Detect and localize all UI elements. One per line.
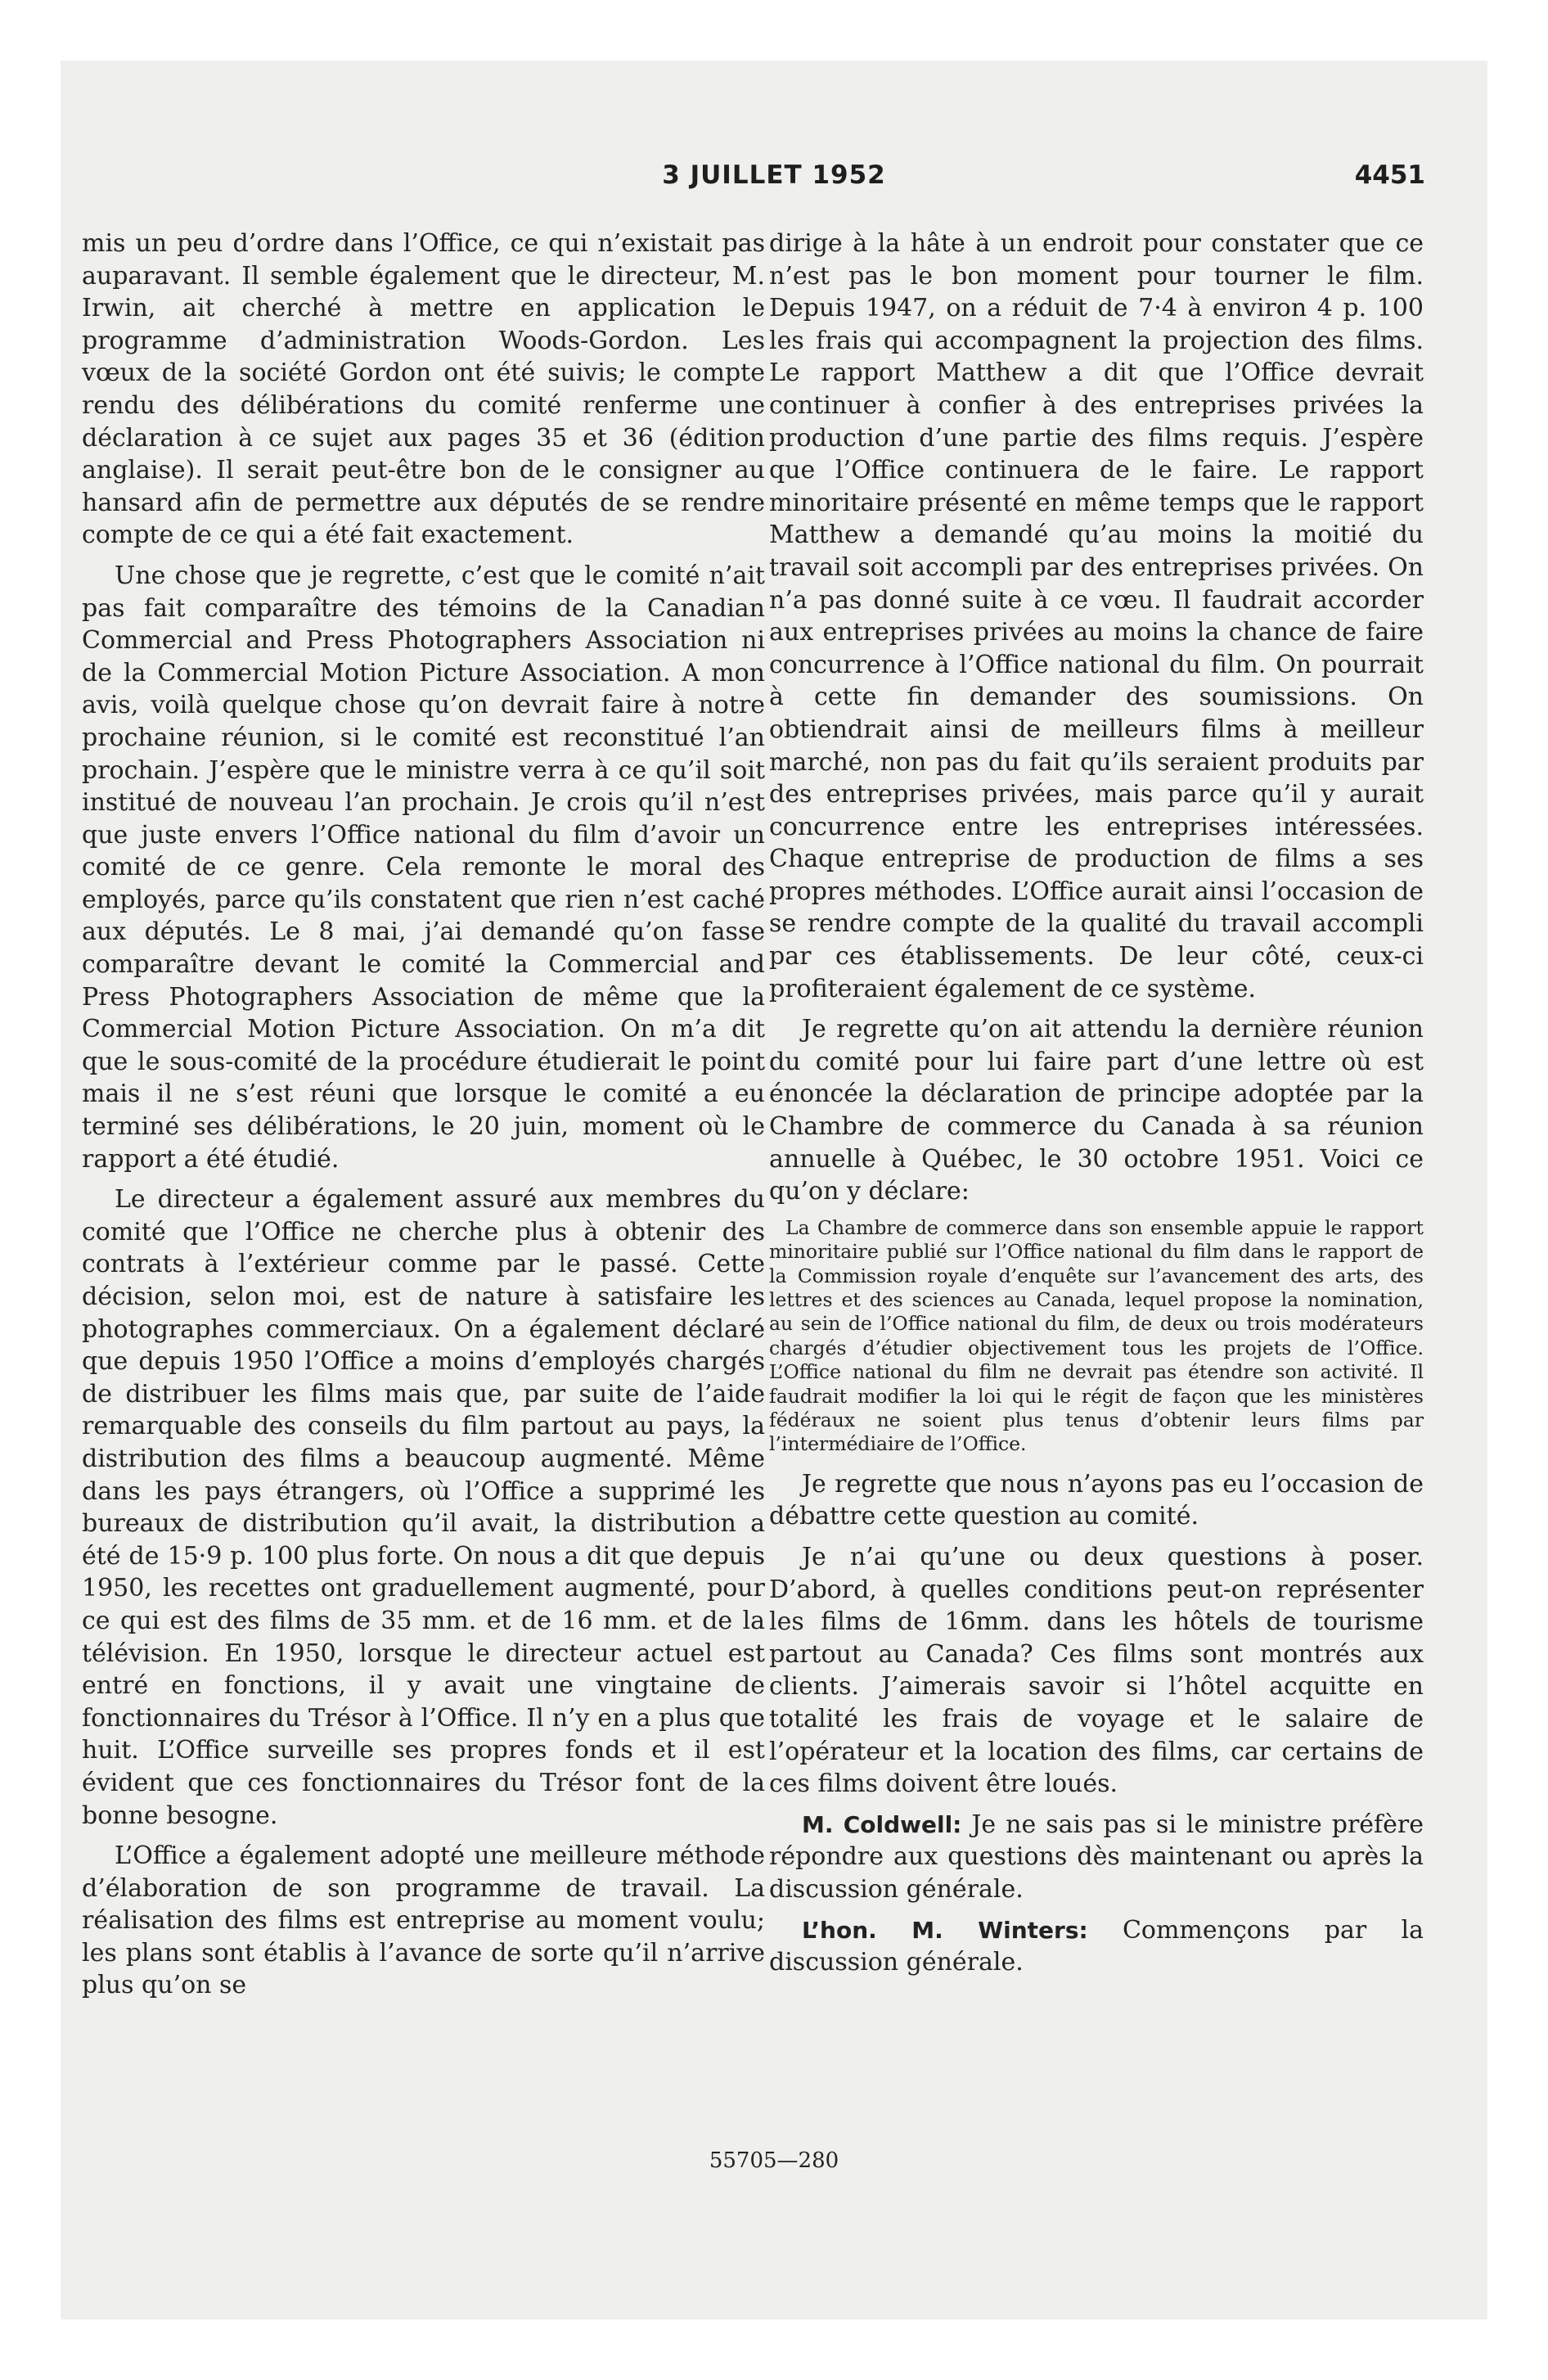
speaker-paragraph [769, 1914, 1424, 1979]
speaker-name: M. Coldwell: [802, 1810, 962, 1838]
speaker-text: Je ne sais pas si le ministre préfère répondre aux questions dès maintenant ou après la discussion générale. [769, 1810, 1424, 1904]
paragraph: dirige à la hâte à un endroit pour constater que ce n’est pas le bon moment pour tourner le film. Depuis 1947, on a réduit de 7·4 à environ 4 p. 100 les frais qui accompagnent la projection des films. Le rapport Matthew a dit que l’Office devrait continuer à confier à des entreprises privées la production d’une partie des films requis. J’espère que l’Office continuera de le faire. Le rapport minoritaire présenté en même temps que le rapport Matthew a demandé qu’au moins la moitié du travail soit accompli par des entreprises privées. On n’a pas donné suite à ce vœu. Il faudrait accorder aux entreprises privées au moins la chance de faire concurrence à l’Office national du film. On pourrait à cette fin demander des soumissions. On obtiendrait ainsi de meilleurs films à meilleur marché, non pas du fait qu’ils seraient produits par des entreprises privées, mais parce qu’il y aurait concurrence entre les entreprises intéressées. Chaque entreprise de production de films a ses propres méthodes. L’Office aurait ainsi l’occasion de se rendre compte de la qualité du travail accompli par ces établissements. De leur côté, ceux-ci profiteraient également de ce système. [769, 229, 1424, 1003]
block-quote: La Chambre de commerce dans son ensemble appuie le rapport minoritaire publié sur l’Office national du film dans le rapport de la Commission royale d’enquête sur l’avancement des arts, des lettres et des sciences au Canada, lequel propose la nomination, au sein de l’Office national du film, de deux ou trois modérateurs chargés d’étudier objectivement tous les projets de l’Office. L’Office national du film ne devrait pas étendre son activité. Il faudrait modifier la loi qui le régit de façon que les ministères fédéraux ne soient plus tenus d’obtenir leurs films par l’intermédiaire de l’Office. [769, 1215, 1424, 1456]
page-header [123, 160, 1425, 200]
page-number: 4451 [1354, 160, 1425, 190]
paragraph: Une chose que je regrette, c’est que le comité n’ait pas fait comparaître des témoins de la Canadian Commercial and Press Photographers Association ni de la Commercial Motion Picture Association. A mon avis, voilà quelque chose qu’on devrait faire à notre prochaine réunion, si le comité est reconstitué l’an prochain. J’espère que le ministre verra à ce qu’il soit institué de nouveau l’an prochain. Je crois qu’il n’est que juste envers l’Office national du film d’avoir un comité de ce genre. Cela remonte le moral des employés, parce qu’ils constatent que rien n’est caché aux députés. Le 8 mai, j’ai demandé qu’on fasse comparaître devant le comité la Commercial and Press Photographers Association de même que la Commercial Motion Picture Association. On m’a dit que le sous-comité de la procédure étudierait le point mais il ne s’est réuni que lorsque le comité a eu terminé ses délibérations, le 20 juin, moment où le rapport a été étudié. [82, 561, 765, 1174]
left-column [82, 228, 765, 2010]
paragraph: Le directeur a également assuré aux membres du comité que l’Office ne cherche plus à obtenir des contrats à l’extérieur comme par le passé. Cette décision, selon moi, est de nature à satisfaire les photographes commerciaux. On a également déclaré que depuis 1950 l’Office a moins d’employés chargés de distribuer les films mais que, par suite de l’aide remarquable des conseils du film partout au pays, la distribution des films a beaucoup augmenté. Même dans les pays étrangers, où l’Office a supprimé les bureaux de distribution qu’il avait, la distribution a été de 15·9 p. 100 plus forte. On nous a dit que depuis 1950, les recettes ont graduellement augmenté, pour ce qui est des films de 35 mm. et de 16 mm. et de la télévision. En 1950, lorsque le directeur actuel est entré en fonctions, il y avait une vingtaine de fonctionnaires du Trésor à l’Office. Il n’y en a plus que huit. L’Office surveille ses propres fonds et il est évident que ces fonctionnaires du Trésor font de la bonne besogne. [82, 1185, 765, 1830]
paragraph: Je regrette qu’on ait attendu la dernière réunion du comité pour lui faire part d’une lettre où est énoncée la déclaration de principe adoptée par la Chambre de commerce du Canada à sa réunion annuelle à Québec, le 30 octobre 1951. Voici ce qu’on y déclare: [769, 1015, 1424, 1206]
paragraph: mis un peu d’ordre dans l’Office, ce qui n’existait pas auparavant. Il semble également que le directeur, M. Irwin, ait cherché à mettre en application le programme d’administration Woods-Gordon. Les vœux de la société Gordon ont été suivis; le compte rendu des délibérations du comité renferme une déclaration à ce sujet aux pages 35 et 36 (édition anglaise). Il serait peut-être bon de le consigner au hansard afin de permettre aux députés de se rendre compte de ce qui a été fait exactement. [82, 229, 765, 550]
speaker-name: L’hon. M. Winters: [802, 1916, 1088, 1944]
speaker-paragraph [769, 1809, 1424, 1906]
speaker-text: Commençons par la discussion générale. [769, 1915, 1424, 1977]
paragraph: L’Office a également adopté une meilleure méthode d’élaboration de son programme de travail. La réalisation des films est entreprise au moment voulu; les plans sont établis à l’avance de sorte qu’il n’arrive plus qu’on se [82, 1841, 765, 2000]
header-date: 3 JUILLET 1952 [662, 160, 886, 190]
page-footer: 55705—280 [709, 2148, 839, 2173]
paragraph: Je regrette que nous n’ayons pas eu l’occasion de débattre cette question au comité. [769, 1469, 1424, 1531]
right-column [769, 228, 1424, 1987]
paragraph: Je n’ai qu’une ou deux questions à poser. D’abord, à quelles conditions peut-on représenter les films de 16mm. dans les hôtels de tourisme partout au Canada? Ces films sont montrés aux clients. J’aimerais savoir si l’hôtel acquitte en totalité les frais de voyage et le salaire de l’opérateur et la location des films, car certains de ces films doivent être loués. [769, 1543, 1424, 1799]
